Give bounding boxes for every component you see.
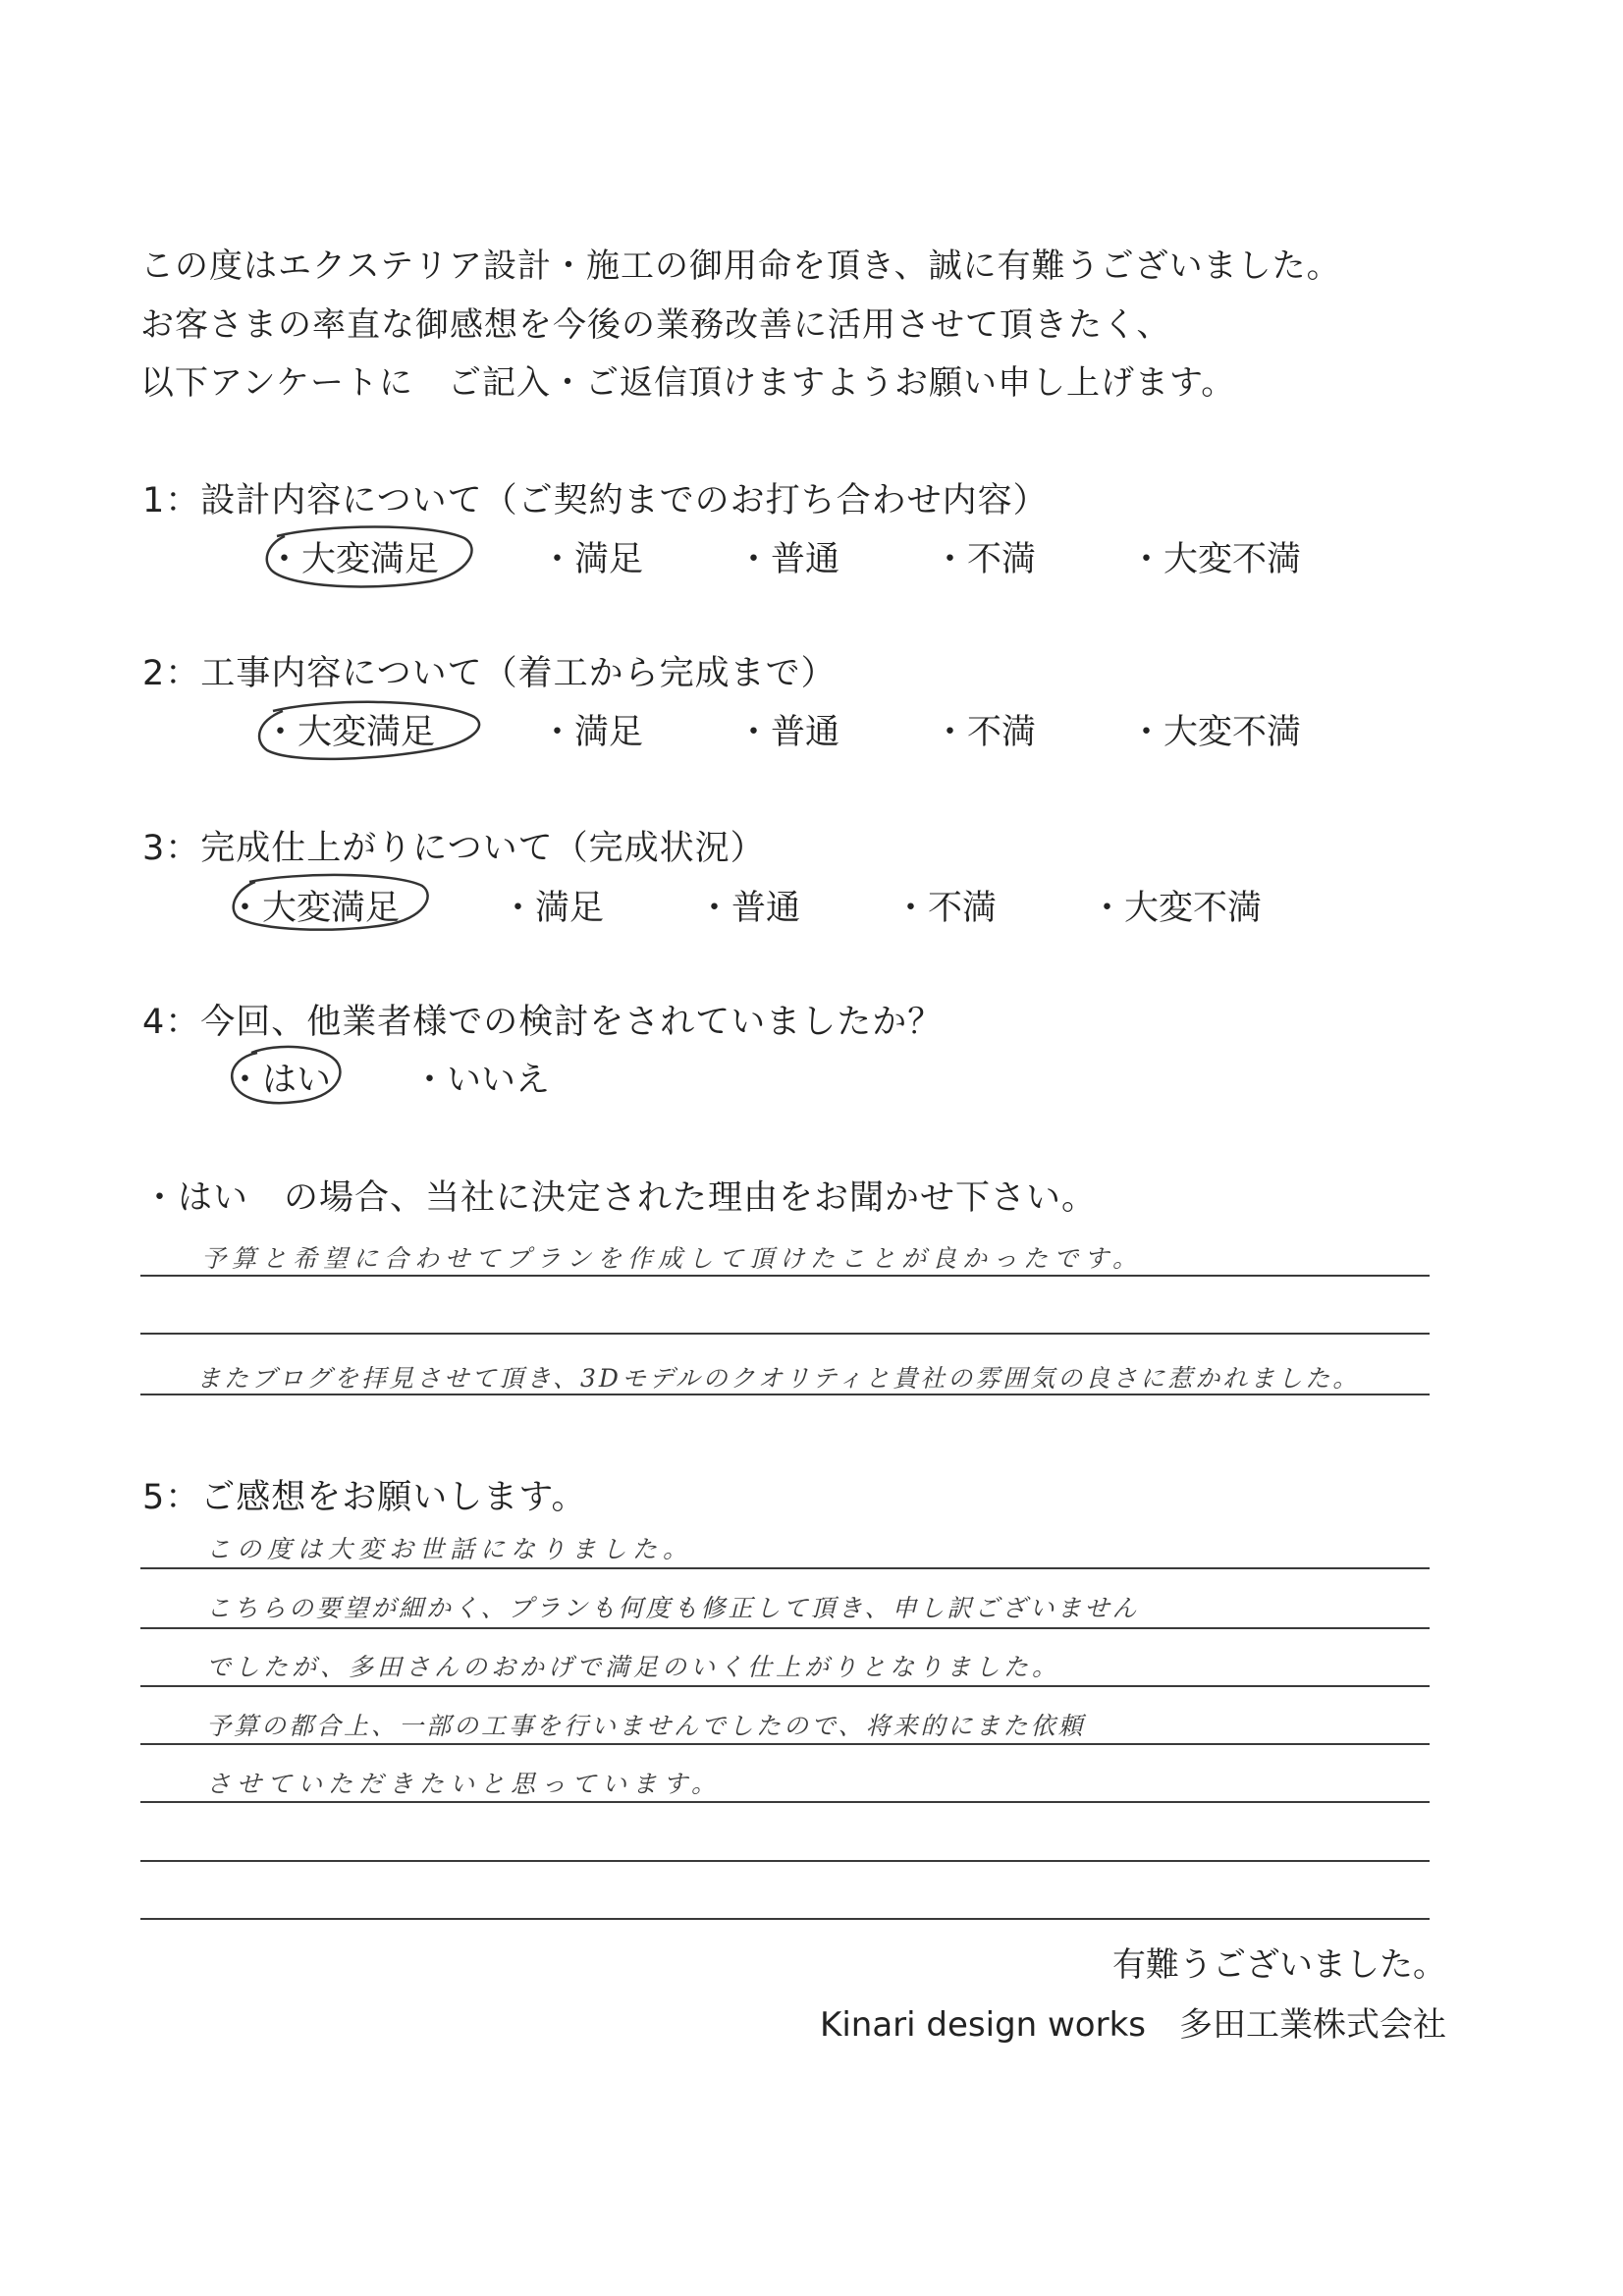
- closing-thanks: 有難うございました。: [1112, 1945, 1446, 1985]
- q3-option-dissatisfied[interactable]: ・不満: [893, 889, 998, 928]
- impression-line-4: 予算の都合上、一部の工事を行いませんでしたので、将来的にまた依頼: [206, 1712, 1086, 1740]
- q1-option-very-satisfied[interactable]: ・大変満足: [267, 540, 440, 579]
- reason-answer-line-3: またブログを拝見させて頂き、3Dモデルのクオリティと貴社の雰囲気の良さに惹かれました。: [196, 1364, 1361, 1393]
- answer-rule: [140, 1394, 1430, 1395]
- answer-rule: [140, 1801, 1430, 1803]
- answer-rule: [140, 1567, 1430, 1569]
- answer-rule: [140, 1860, 1430, 1862]
- q2-option-normal[interactable]: ・普通: [736, 713, 840, 752]
- impression-line-1: この度は大変お世話になりました。: [206, 1535, 694, 1563]
- answer-rule: [140, 1918, 1430, 1920]
- q1-option-dissatisfied[interactable]: ・不満: [933, 540, 1037, 579]
- impression-line-2: こちらの要望が細かく、プランも何度も修正して頂き、申し訳ございません: [206, 1594, 1140, 1622]
- q1-option-very-dissatisfied[interactable]: ・大変不満: [1129, 540, 1302, 579]
- intro-line-1: この度はエクステリア設計・施工の御用命を頂き、誠に有難うございました。: [140, 246, 1341, 286]
- q2-selection-circle: [253, 699, 489, 770]
- q3-option-satisfied[interactable]: ・満足: [501, 889, 605, 928]
- q4-option-no[interactable]: ・いいえ: [412, 1061, 551, 1100]
- impression-line-5: させていただきたいと思っています。: [206, 1770, 723, 1798]
- impression-line-3: でしたが、多田さんのおかげで満足のいく仕上がりとなりました。: [206, 1653, 1061, 1681]
- q3-option-very-satisfied[interactable]: ・大変満足: [228, 889, 401, 928]
- answer-rule: [140, 1743, 1430, 1745]
- answer-rule: [140, 1685, 1430, 1687]
- q2-option-dissatisfied[interactable]: ・不満: [933, 713, 1037, 752]
- reason-label: ・はい の場合、当社に決定された理由をお聞かせ下さい。: [142, 1178, 1098, 1218]
- company-name: Kinari design works 多田工業株式会社: [820, 2005, 1446, 2045]
- question-4-label: 4：今回、他業者様での検討をされていましたか？: [142, 1003, 944, 1042]
- q4-option-yes[interactable]: ・はい: [228, 1061, 332, 1100]
- question-3-label: 3：完成仕上がりについて（完成状況）: [142, 829, 766, 868]
- answer-rule: [140, 1333, 1430, 1335]
- question-1-label: 1：設計内容について（ご契約までのお打ち合わせ内容）: [142, 481, 1049, 520]
- q1-option-satisfied[interactable]: ・満足: [540, 540, 644, 579]
- q1-selection-circle: [263, 526, 477, 589]
- q3-option-very-dissatisfied[interactable]: ・大変不満: [1090, 889, 1263, 928]
- question-2-label: 2：工事内容について（着工から完成まで）: [142, 654, 837, 693]
- q2-option-very-satisfied[interactable]: ・大変満足: [263, 713, 436, 752]
- intro-line-3: 以下アンケートに ご記入・ご返信頂けますようお願い申し上げます。: [140, 363, 1236, 403]
- q3-selection-circle: [228, 874, 434, 937]
- q2-option-very-dissatisfied[interactable]: ・大変不満: [1129, 713, 1302, 752]
- q4-selection-circle: [228, 1045, 348, 1110]
- intro-line-2: お客さまの率直な御感想を今後の業務改善に活用させて頂きたく、: [140, 305, 1171, 345]
- answer-rule: [140, 1627, 1430, 1629]
- reason-answer-line-1: 予算と希望に合わせてプランを作成して頂けたことが良かったです。: [201, 1244, 1144, 1273]
- q2-option-satisfied[interactable]: ・満足: [540, 713, 644, 752]
- answer-rule: [140, 1275, 1430, 1277]
- q3-option-normal[interactable]: ・普通: [697, 889, 801, 928]
- question-5-label: 5：ご感想をお願いします。: [142, 1478, 587, 1517]
- q1-option-normal[interactable]: ・普通: [736, 540, 840, 579]
